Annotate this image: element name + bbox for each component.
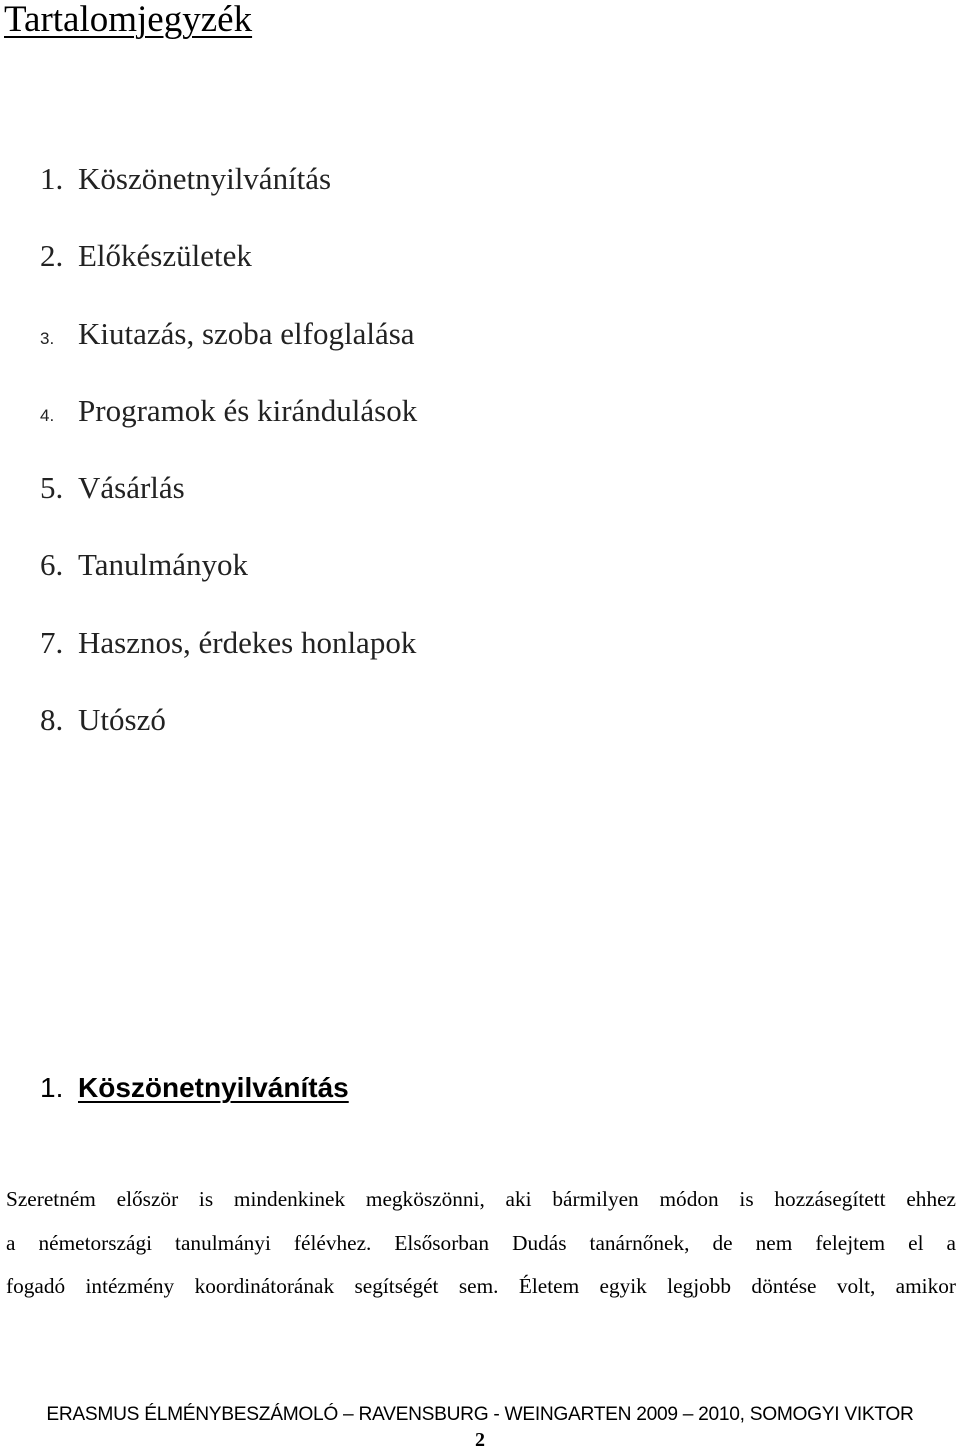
toc-item (40, 546, 417, 623)
toc-item-label: Vásárlás (78, 470, 185, 506)
toc-item (40, 624, 417, 701)
toc-item-label: Utószó (78, 702, 166, 738)
section-heading-number: 1. (40, 1072, 64, 1103)
section-heading-title: Köszönetnyilvánítás (78, 1072, 349, 1103)
toc-item-label: Előkészületek (78, 238, 252, 274)
toc-item-number: 8. (40, 702, 64, 738)
toc-item-label: Programok és kirándulások (78, 392, 418, 428)
toc-item-label: Köszönetnyilvánítás (78, 161, 332, 196)
paragraph-line: Szeretném először is mindenkinek megköszönni, aki bármilyen módon is hozzásegített ehhez (6, 1187, 956, 1211)
toc-item-number: 3. (40, 328, 55, 348)
toc-item-number: 1. (40, 161, 64, 196)
toc-item (40, 237, 417, 314)
toc-item (40, 160, 417, 237)
paragraph-line: a németországi tanulmányi félévhez. Elsősorban Dudás tanárnőnek, de nem felejtem el a (6, 1230, 956, 1255)
toc-item-label: Kiutazás, szoba elfoglalása (78, 315, 415, 351)
page-footer: ERASMUS ÉLMÉNYBESZÁMOLÓ – RAVENSBURG - WEINGARTEN 2009 – 2010, SOMOGYI VIKTOR (46, 1404, 914, 1425)
toc-item-number: 5. (40, 470, 64, 506)
section-body-paragraph (6, 1178, 956, 1309)
toc-list (40, 160, 417, 778)
toc-item-number: 2. (40, 238, 64, 274)
toc-item-number: 4. (40, 405, 55, 425)
toc-item-label: Tanulmányok (78, 547, 249, 583)
paragraph-line: fogadó intézmény koordinátorának segítségét sem. Életem egyik legjobb döntése volt, amikor (6, 1274, 956, 1298)
toc-title: Tartalomjegyzék (4, 0, 253, 40)
section-heading (40, 1068, 349, 1108)
toc-item-number: 7. (40, 624, 64, 660)
toc-item-label: Hasznos, érdekes honlapok (78, 624, 417, 660)
toc-item (40, 469, 417, 546)
toc-item (40, 701, 417, 778)
toc-item (40, 315, 417, 392)
toc-item (40, 392, 417, 469)
toc-item-number: 6. (40, 547, 64, 583)
page-number: 2 (475, 1429, 485, 1451)
